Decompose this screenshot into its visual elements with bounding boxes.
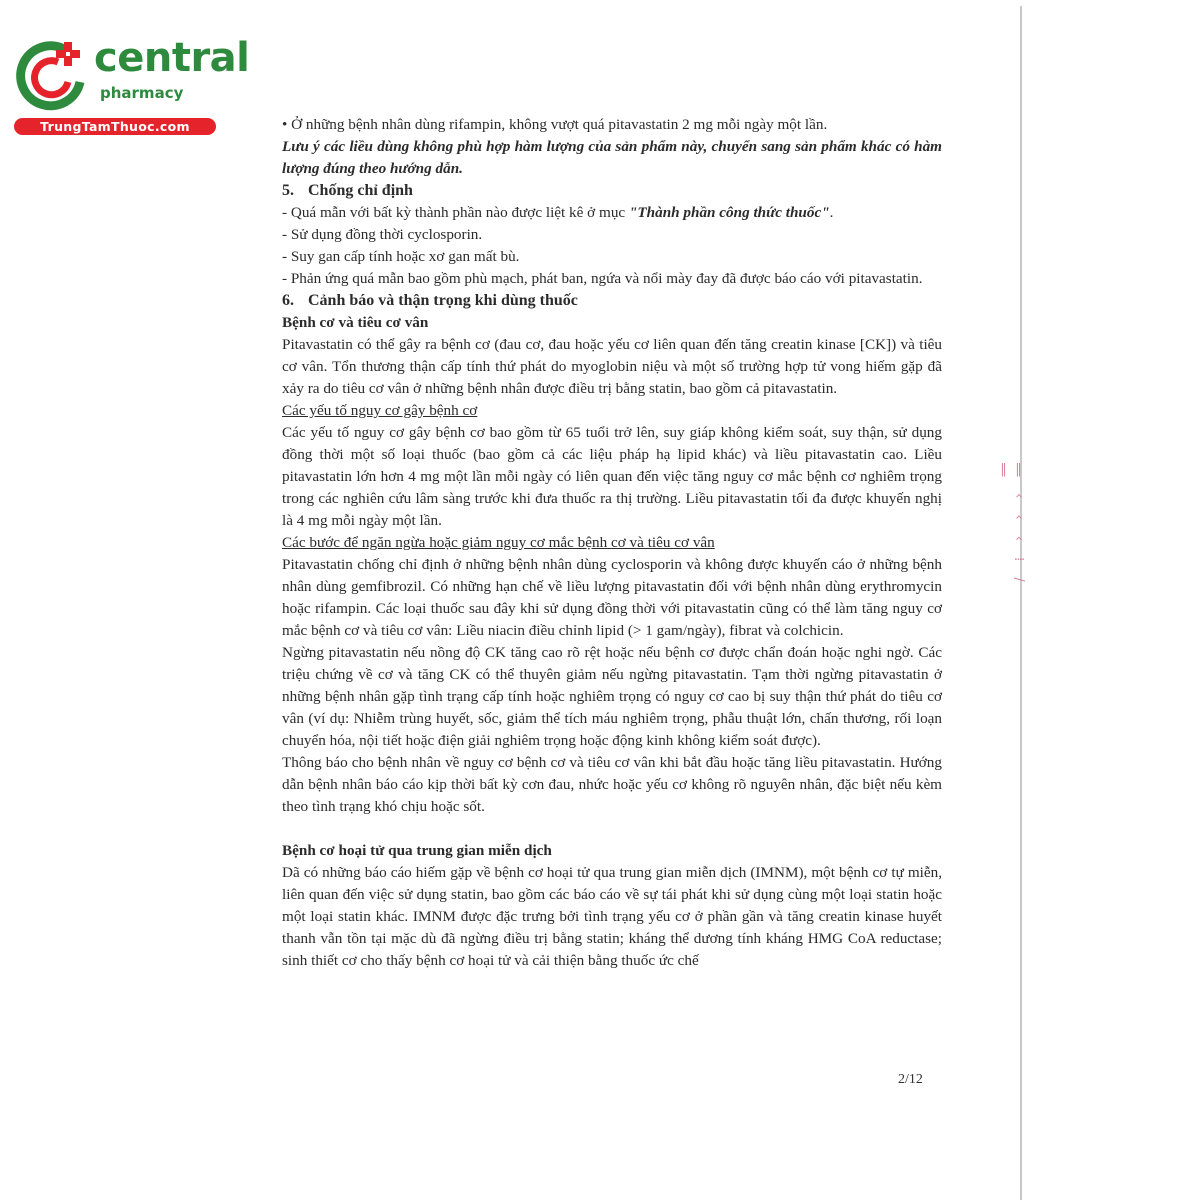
risk-factors-heading: Các yếu tố nguy cơ gây bệnh cơ — [282, 402, 478, 419]
imnm-paragraph: Dã có những báo cáo hiếm gặp về bệnh cơ hoại tử qua trung gian miễn dịch (IMNM), một bệnh cơ tự miễn, liên quan đến việc sử dụng statin, bao gồm các báo cáo về sự tái phát khi sử dụng cùng một loại statin hoặc một loại statin khác. IMNM được đặc trưng bởi tình trạng yếu cơ ở phần gần và tăng creatin kinase huyết thanh vẫn tồn tại mặc dù đã ngừng điều trị bằng statin; kháng thể dương tính kháng HMG CoA reductase; sinh thiết cơ cho thấy bệnh cơ hoại tử và cải thiện bằng thuốc ức chế — [282, 864, 942, 969]
prevention-paragraph: Pitavastatin chống chỉ định ở những bệnh nhân dùng cyclosporin và không được khuyến cáo ở những bệnh nhân dùng gemfibrozil. Có những hạn chế về liều lượng pitavastatin đối với bệnh nhân dùng erythromycin hoặc rifampin. Các loại thuốc sau đây khi sử dụng đồng thời với pitavastatin cũng có thể làm tăng nguy cơ mắc bệnh cơ và tiêu cơ vân: Liều niacin điều chỉnh lipid (> 1 gam/ngày), fibrat và colchicin. — [282, 556, 942, 639]
prevention-paragraph: Thông báo cho bệnh nhân về nguy cơ bệnh cơ và tiêu cơ vân khi bắt đầu hoặc tăng liều pitavastatin. Hướng dẫn bệnh nhân báo cáo kịp thời bất kỳ cơn đau, nhức hoặc yếu cơ không rõ nguyên nhân, đặc biệt nếu kèm theo tình trạng khó chịu hoặc sốt. — [282, 754, 942, 815]
section-5-heading: 5. Chống chỉ định — [282, 182, 413, 199]
intro-bullet: • Ở những bệnh nhân dùng rifampin, không vượt quá pitavastatin 2 mg mỗi ngày một lần. — [282, 116, 828, 133]
document-body — [282, 114, 942, 972]
brand-url: TrungTamThuoc.com — [14, 118, 216, 135]
myopathy-paragraph: Pitavastatin có thể gây ra bệnh cơ (đau cơ, đau hoặc yếu cơ liên quan đến tăng creatin kinase [CK]) và tiêu cơ vân. Tổn thương thận cấp tính thứ phát do myoglobin niệu và một số trường hợp tử vong hiếm gặp đã xảy ra do tiêu cơ vân ở những bệnh nhân được điều trị bằng statin, bao gồm cả pitavastatin. — [282, 336, 942, 397]
contraindication-item: - Quá mẫn với bất kỳ thành phần nào được liệt kê ở mục "Thành phần công thức thuốc". — [282, 204, 834, 221]
brand-subtitle: pharmacy — [100, 84, 184, 102]
dosage-note: Lưu ý các liều dùng không phù hợp hàm lượng của sản phẩm này, chuyển sang sản phẩm khác có hàm lượng đúng theo hướng dẫn. — [282, 138, 942, 177]
brand-name: central — [94, 35, 250, 81]
page-edge-line — [1020, 6, 1022, 1200]
prevention-heading: Các bước để ngăn ngừa hoặc giảm nguy cơ mắc bệnh cơ và tiêu cơ vân — [282, 534, 715, 551]
imnm-heading: Bệnh cơ hoại tử qua trung gian miễn dịch — [282, 842, 552, 859]
risk-factors-paragraph: Các yếu tố nguy cơ gây bệnh cơ bao gồm từ 65 tuổi trở lên, suy giáp không kiểm soát, suy thận, sử dụng đồng thời một số loại thuốc (bao gồm cả các liệu pháp hạ lipid khác) và liều pitavastatin cao. Liều pitavastatin lớn hơn 4 mg một lần mỗi ngày có liên quan đến việc tăng nguy cơ mắc bệnh cơ nghiêm trọng trong các nghiên cứu lâm sàng trước khi đưa thuốc ra thị trường. Liều pitavastatin tối đa được khuyến nghị là 4 mg mỗi ngày một lần. — [282, 424, 942, 529]
contraindication-item: - Sử dụng đồng thời cyclosporin. — [282, 226, 483, 243]
pharmacy-logo — [8, 35, 250, 136]
pharmacy-cross-icon — [14, 38, 88, 112]
contraindication-item: - Phản ứng quá mẫn bao gồm phù mạch, phát ban, ngứa và nổi mày đay đã được báo cáo với pitavastatin. — [282, 270, 923, 287]
myopathy-heading: Bệnh cơ và tiêu cơ vân — [282, 314, 429, 331]
contraindication-item: - Suy gan cấp tính hoặc xơ gan mất bù. — [282, 248, 520, 265]
page-number: 2/12 — [898, 1072, 923, 1087]
spacer — [282, 818, 942, 840]
margin-stamp-marks: ‖ ‹ ‹ ‹ ⁞ / ‖ — [996, 462, 1026, 588]
section-6-heading: 6. Cảnh báo và thận trọng khi dùng thuốc — [282, 292, 578, 309]
prevention-paragraph: Ngừng pitavastatin nếu nồng độ CK tăng cao rõ rệt hoặc nếu bệnh cơ được chẩn đoán hoặc nghi ngờ. Các triệu chứng về cơ và tăng CK có thể thuyên giảm nếu ngừng pitavastatin. Tạm thời ngừng pitavastatin ở những bệnh nhân gặp tình trạng cấp tính hoặc nghiêm trọng có nguy cơ cao bị suy thận thứ phát do tiêu cơ vân (ví dụ: Nhiễm trùng huyết, sốc, giảm thể tích máu nghiêm trọng, phẫu thuật lớn, chấn thương, rối loạn chuyển hóa, nội tiết hoặc điện giải nghiêm trọng hoặc động kinh không kiểm soát được). — [282, 644, 942, 749]
